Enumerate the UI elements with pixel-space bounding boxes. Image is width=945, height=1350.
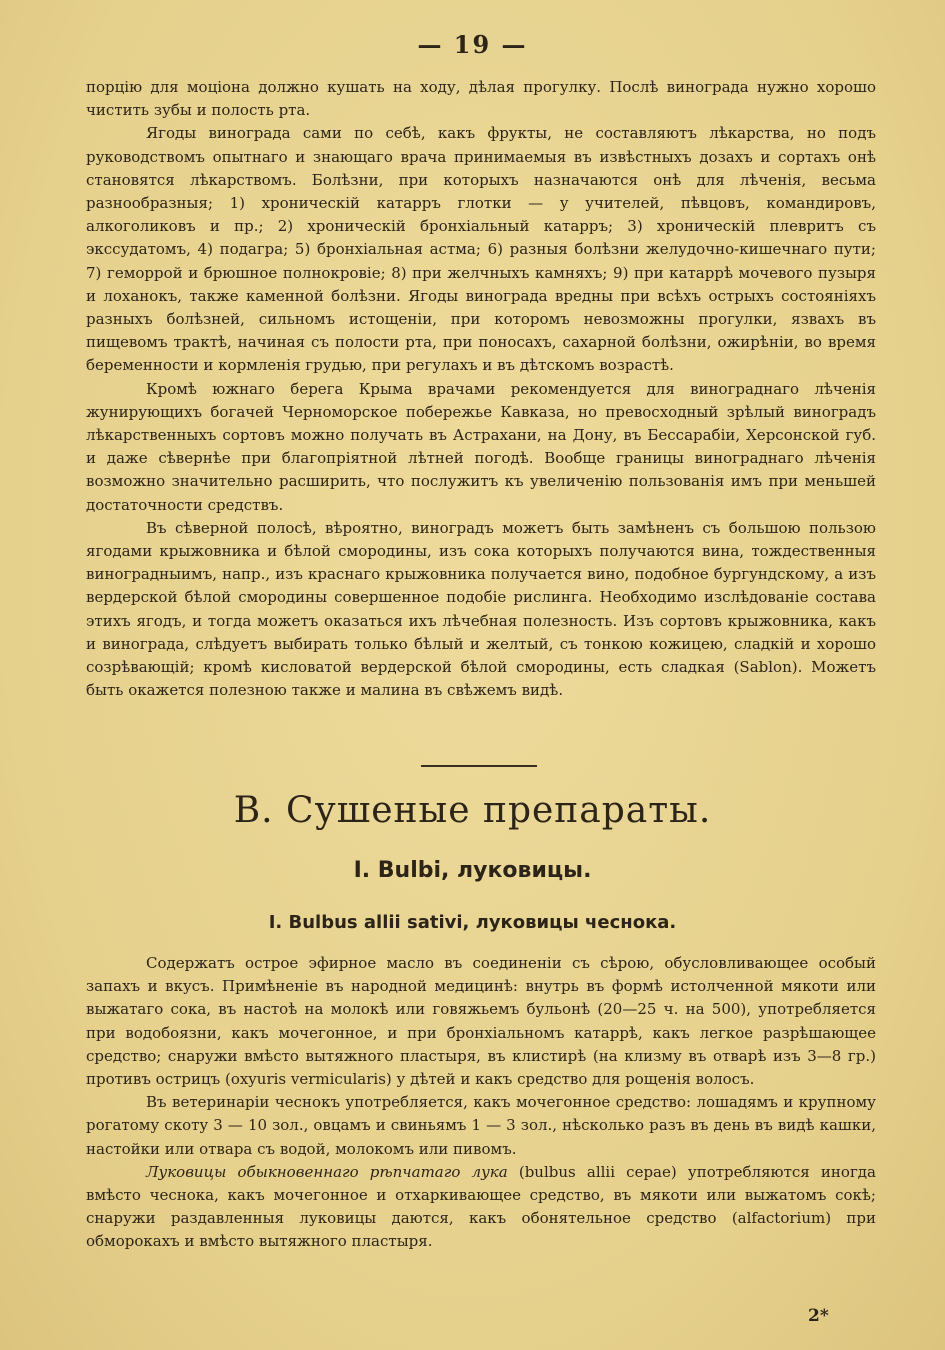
signature-mark: 2* <box>808 1306 829 1326</box>
subheading: I. Bulbi, луковицы. <box>353 858 592 883</box>
section-heading: B. Сушеные препараты. <box>233 790 712 831</box>
paragraph: Содержатъ острое эфирное масло въ соединеніи съ сѣрою, обусловливающее особый запахъ и вкусъ. Примѣненіе въ народной медицинѣ: внутрь въ формѣ истолченной мякоти или выжатаго сока, въ настоѣ на молокѣ или говяжьемъ бульонѣ (20—25 ч. на 500), употребляется при водобоязни, какъ мочегонное, и при бронхіальномъ катаррѣ, какъ легкое разрѣшающее средство; снаружи вмѣсто вытяжного пластыря, въ клистирѣ (на клизму въ отварѣ изъ 3—8 гр.) противъ острицъ (oxyuris vermicularis) у дѣтей и какъ средство для рощенія волосъ. <box>86 954 876 1089</box>
paragraph: Ягоды винограда сами по себѣ, какъ фрукты, не составляютъ лѣкарства, но подъ руководствомъ опытнаго и знающаго врача принимаемыя въ извѣстныхъ дозахъ и сортахъ онѣ становятся лѣкарствомъ. Болѣзни, при которыхъ назначаются онѣ для лѣченія, весьма разнообразныя; 1) хроническій катарръ глотки — у учителей, пѣвцовъ, командировъ, алкоголиковъ и пр.; 2) хроническій бронхіальный катарръ; 3) хроническій плевритъ съ экссудатомъ, 4) подагра; 5) бронхіальная астма; 6) разныя болѣзни желудочно-кишечнаго пути; 7) геморрой и брюшное полнокровіе; 8) при желчныхъ камняхъ; 9) при катаррѣ мочевого пузыря и лоханокъ, также каменной болѣзни. Ягоды винограда вредны при всѣхъ острыхъ состояніяхъ разныхъ болѣзней, сильномъ истощеніи, при которомъ невозможны прогулки, язвахъ въ пищевомъ трактѣ, начиная съ полости рта, при поносахъ, сахарной болѣзни, ожирѣніи, во время беременности и кормленія грудью, при регулахъ и въ дѣтскомъ возрастѣ. <box>86 124 876 375</box>
top-text-block <box>86 76 876 702</box>
paragraph-body: (bulbus allii cepae) употребляются иногда вмѣсто чеснока, какъ мочегонное и отхаркивающее средство, въ мякоти или выжатомъ сокѣ; снаружи раздавленныя луковицы даются, какъ обонятельное средство (alfactorium) при обморокахъ и вмѣсто вытяжного пластыря. <box>86 1162 876 1251</box>
paragraph: Въ сѣверной полосѣ, вѣроятно, виноградъ можетъ быть замѣненъ съ большою пользою ягодами крыжовника и бѣлой смородины, изъ сока которыхъ получаются вина, тождественныя виноградныимъ, напр., изъ краснаго крыжовника получается вино, подобное бургундскому, а изъ вердерской бѣлой смородины совершенное подобіе рислинга. Необходимо изслѣдованіе состава этихъ ягодъ, и тогда можетъ оказаться ихъ лѣчебная полезность. Изъ сортовъ крыжовника, какъ и винограда, слѣдуетъ выбирать только бѣлый и желтый, съ тонкою кожицею, сладкій и хорошо созрѣвающій; кромѣ кисловатой вердерской бѣлой смородины, есть сладкая (Sablon). Можетъ быть окажется полезною также и малина въ свѣжемъ видѣ. <box>86 518 876 700</box>
italic-lead: Луковицы обыкновеннаго рѣпчатаго лука <box>146 1162 508 1181</box>
paragraph: Кромѣ южнаго берега Крыма врачами рекомендуется для винограднаго лѣченія жунирующихъ богачей Черноморское побережье Кавказа, но превосходный зрѣлый виноградъ лѣкарственныхъ сортовъ можно получать въ Астрахани, на Дону, въ Бессарабіи, Херсонской губ. и даже сѣвернѣе при благопріятной лѣтней погодѣ. Вообще границы винограднаго лѣченія возможно значительно расширить, что послужитъ къ увеличенію пользованія имъ при меньшей достаточности средствъ. <box>86 379 876 514</box>
subheading-secondary: I. Bulbus allii sativi, луковицы чеснока. <box>268 912 677 933</box>
section-divider <box>421 765 537 767</box>
page-number: — 19 — <box>417 30 528 59</box>
paragraph: Въ ветеринаріи чеснокъ употребляется, какъ мочегонное средство: лошадямъ и крупному рогатому скоту 3 — 10 зол., овцамъ и свиньямъ 1 — 3 зол., нѣсколько разъ въ день въ видѣ кашки, настойки или отвара съ водой, молокомъ или пивомъ. <box>86 1093 876 1158</box>
bottom-text-block <box>86 952 876 1254</box>
paragraph <box>86 1161 876 1254</box>
paragraph: порцію для моціона должно кушать на ходу, дѣлая прогулку. Послѣ винограда нужно хорошо чистить зубы и полость рта. <box>86 78 876 120</box>
